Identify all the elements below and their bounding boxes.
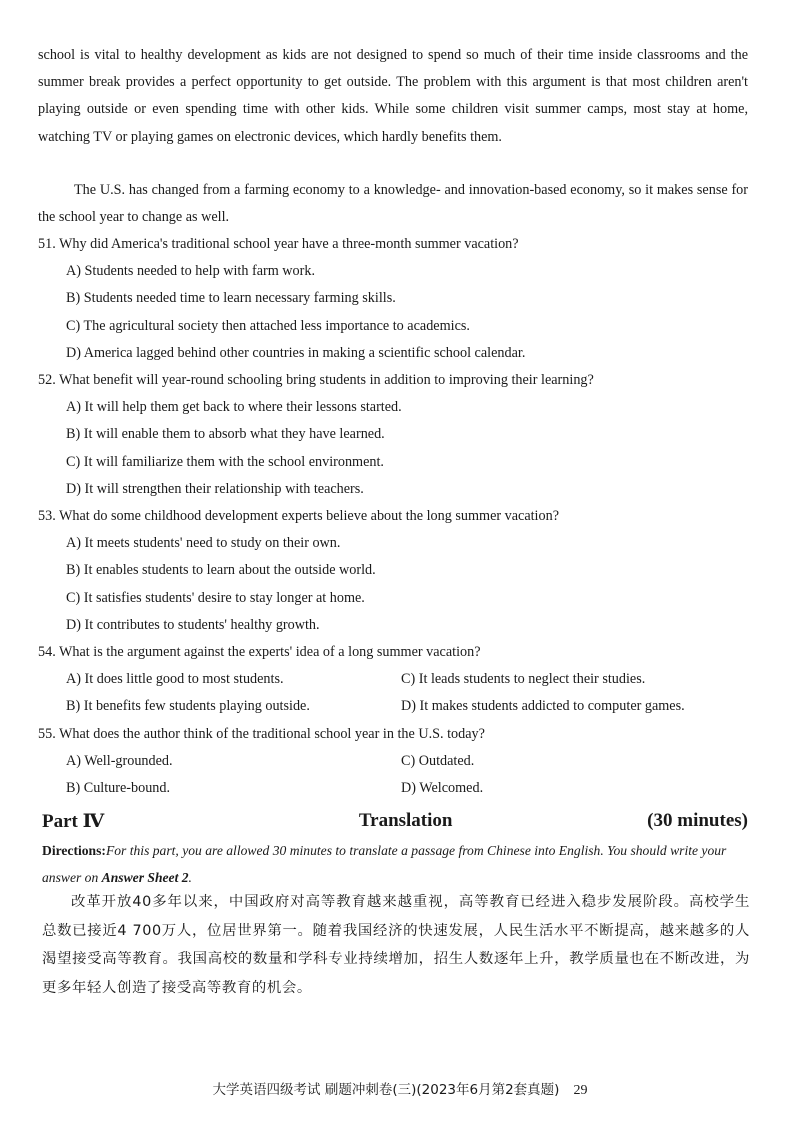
option-c[interactable]: C) It will familiarize them with the school environment.: [66, 453, 384, 470]
question-stem: 54. What is the argument against the experts' idea of a long summer vacation?: [38, 644, 481, 660]
question-stem: 52. What benefit will year-round schooling bring students in addition to improving their learning?: [38, 372, 594, 388]
page-footer: [0, 1078, 800, 1099]
option-b[interactable]: B) It will enable them to absorb what they have learned.: [66, 426, 385, 443]
directions-end: .: [188, 870, 192, 885]
option-c[interactable]: C) The agricultural society then attached less importance to academics.: [66, 317, 470, 334]
directions-text: For this part, you are allowed 30 minutes to translate a passage from Chinese into English. You should write your answer on: [42, 843, 727, 885]
directions: [42, 837, 750, 891]
option-c[interactable]: C) It leads students to neglect their studies.: [401, 671, 646, 688]
question-51: [38, 231, 758, 367]
option-c[interactable]: C) It satisfies students' desire to stay longer at home.: [66, 589, 365, 606]
question-54: [38, 639, 758, 721]
directions-label: Directions:: [42, 843, 106, 858]
option-d[interactable]: D) America lagged behind other countries in making a scientific school calendar.: [66, 344, 526, 361]
question-52: [38, 367, 758, 503]
passage-paragraph-2: The U.S. has changed from a farming economy to a knowledge- and innovation-based economy, so it makes sense for the school year to change as well.: [38, 182, 748, 226]
option-b[interactable]: B) Culture-bound.: [66, 780, 171, 797]
option-a[interactable]: A) It does little good to most students.: [66, 671, 284, 688]
option-b[interactable]: B) Students needed time to learn necessary farming skills.: [66, 290, 396, 307]
options-row: [38, 693, 758, 720]
option-a[interactable]: A) It meets students' need to study on their own.: [66, 535, 341, 552]
option-d[interactable]: D) It contributes to students' healthy growth.: [66, 616, 320, 633]
option-a[interactable]: A) It will help them get back to where their lessons started.: [66, 399, 402, 416]
section-title: Translation: [358, 810, 453, 831]
option-d[interactable]: D) Welcomed.: [401, 780, 484, 797]
option-c[interactable]: C) Outdated.: [401, 753, 475, 770]
options-row: [38, 666, 758, 693]
passage-paragraph-1: school is vital to healthy development as kids are not designed to spend so much of their time inside classrooms and the summer break provides a perfect opportunity to get outside. The problem with this argument is that most children aren't playing outside or even spending time with other kids. While some children visit summer camps, most stay at home, watching TV or playing games on electronic devices, which hardly benefits them.: [38, 47, 748, 145]
answer-sheet-ref: Answer Sheet 2: [101, 870, 189, 885]
options-row: [38, 748, 758, 775]
option-a[interactable]: A) Students needed to help with farm work.: [66, 263, 316, 280]
option-b[interactable]: B) It enables students to learn about the outside world.: [66, 562, 376, 579]
question-stem: 51. Why did America's traditional school year have a three-month summer vacation?: [38, 236, 519, 252]
question-stem: 55. What does the author think of the traditional school year in the U.S. today?: [38, 726, 485, 742]
section-time: (30 minutes): [647, 810, 748, 831]
option-d[interactable]: D) It will strengthen their relationship with teachers.: [66, 480, 364, 497]
question-53: [38, 503, 758, 639]
chinese-passage: 改革开放40多年以来，中国政府对高等教育越来越重视，高等教育已经进入稳步发展阶段。高校学生总数已接近4 700万人，位居世界第一。随着我国经济的快速发展，人民生活水平不断提高，越来越多的人渴望接受高等教育。我国高校的数量和学科专业持续增加，招生人数逐年上升，教学质量也在不断改进，为更多年轻人创造了接受高等教育的机会。: [42, 894, 750, 996]
question-stem: 53. What do some childhood development experts believe about the long summer vacation?: [38, 508, 559, 524]
part-header: [42, 806, 748, 836]
option-a[interactable]: A) Well-grounded.: [66, 753, 173, 770]
option-d[interactable]: D) It makes students addicted to computer games.: [401, 698, 685, 715]
option-b[interactable]: B) It benefits few students playing outside.: [66, 698, 310, 715]
options-row: [38, 775, 758, 802]
footer-title: 大学英语四级考试 刷题冲刺卷(三)(2023年6月第2套真题): [212, 1082, 560, 1098]
part-label: Part Ⅳ: [42, 810, 105, 832]
question-55: [38, 721, 758, 803]
page-number: 29: [573, 1083, 588, 1098]
